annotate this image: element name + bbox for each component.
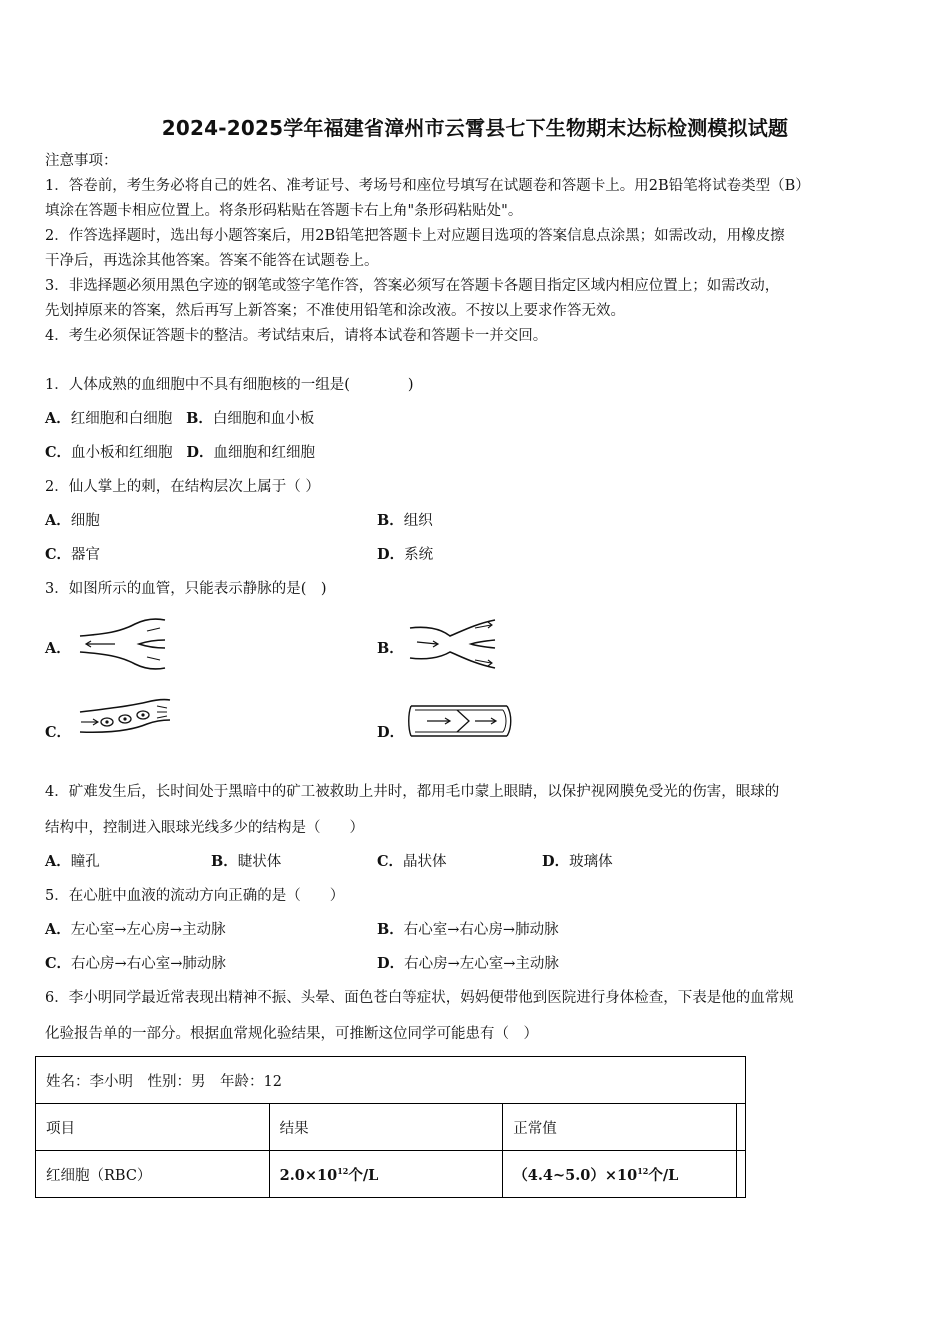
- option-text: 红细胞和白细胞: [70, 411, 173, 427]
- rbc-normal-exponent: 12: [637, 1165, 649, 1176]
- diverging-vessel-figure: [75, 614, 170, 672]
- rbc-result-unit: 个/L: [348, 1166, 379, 1184]
- notice-line: 1．答卷前，考生务必将自己的姓名、准考证号、考场号和座位号填写在试题卷和答题卡上。用2B铅笔将试卷类型（B）: [45, 178, 810, 194]
- notice-line: 先划掉原来的答案，然后再写上新答案；不准使用铅笔和涂改液。不按以上要求作答无效。: [45, 303, 625, 319]
- page-title: 2024-2025学年福建省漳州市云霄县七下生物期末达标检测模拟试题: [161, 116, 789, 140]
- table-header-normal: 正常值: [503, 1104, 737, 1151]
- option-text: 右心室→右心房→肺动脉: [403, 922, 559, 938]
- capillary-with-cells-figure: [75, 696, 175, 742]
- blood-test-report-table: [35, 1056, 746, 1198]
- option-text: 右心房→左心室→主动脉: [404, 956, 559, 972]
- table-empty-cell: [736, 1104, 745, 1151]
- option-letter: A．: [45, 410, 71, 427]
- option-text: 瞳孔: [70, 854, 100, 870]
- table-header-item: 项目: [36, 1104, 270, 1151]
- question-4-option-d: [542, 853, 613, 871]
- question-5-stem: 5．在心脏中血液的流动方向正确的是（ ）: [45, 888, 345, 904]
- question-2-option-c: [45, 546, 100, 564]
- question-3-option-d-label: [377, 724, 404, 742]
- question-2-option-b: [377, 512, 433, 530]
- option-letter: D．: [377, 955, 405, 972]
- option-text: 组织: [403, 513, 433, 529]
- option-text: 玻璃体: [569, 854, 613, 870]
- option-text: 血小板和红细胞: [71, 445, 173, 461]
- rbc-result-cell: [269, 1151, 503, 1198]
- rbc-result-base: 2.0×10: [279, 1166, 338, 1184]
- question-4-option-b: [211, 853, 281, 871]
- option-letter: A．: [45, 921, 71, 938]
- option-letter: B．: [377, 640, 404, 657]
- question-5-option-a: [45, 921, 226, 939]
- option-letter: B．: [186, 410, 213, 427]
- notice-line: 干净后，再选涂其他答案。答案不能答在试题卷上。: [45, 253, 379, 269]
- notice-heading: 注意事项：: [45, 153, 118, 169]
- option-letter: C．: [45, 955, 72, 972]
- notice-line: 4．考生必须保证答题卡的整洁。考试结束后，请将本试卷和答题卡一并交回。: [45, 328, 548, 344]
- question-6-stem: 6．李小明同学最近常表现出精神不振、头晕、面色苍白等症状，妈妈便带他到医院进行身体检查，下表是他的血常规: [45, 990, 794, 1006]
- question-5-option-d: [377, 955, 559, 973]
- option-letter: B．: [211, 853, 238, 870]
- option-text: 系统: [404, 547, 434, 563]
- vein-with-valve-figure: [407, 702, 515, 740]
- option-letter: C．: [377, 853, 404, 870]
- question-4-option-c: [377, 853, 447, 871]
- rbc-item-cell: 红细胞（RBC）: [36, 1151, 270, 1198]
- option-text: 器官: [71, 547, 101, 563]
- option-letter: B．: [377, 512, 404, 529]
- table-empty-cell: [736, 1151, 745, 1198]
- question-1-options-row-1: [45, 410, 314, 428]
- question-4-stem: 4．矿难发生后，长时间处于黑暗中的矿工被救助上井时，都用毛巾蒙上眼睛，以保护视网膜免受光的伤害，眼球的: [45, 784, 780, 800]
- option-letter: A．: [45, 853, 71, 870]
- table-row: [36, 1151, 746, 1198]
- question-5-option-b: [377, 921, 559, 939]
- question-1-stem: 1．人体成熟的血细胞中不具有细胞核的一组是( ): [45, 377, 414, 393]
- option-letter: A．: [45, 640, 71, 657]
- question-3-option-c-label: [45, 724, 71, 742]
- notice-line: 3．非选择题必须用黑色字迹的钢笔或签字笔作答，答案必须写在答题卡各题目指定区域内相应位置上；如需改动，: [45, 278, 780, 294]
- notice-line: 填涂在答题卡相应位置上。将条形码粘贴在答题卡右上角"条形码粘贴处"。: [45, 203, 523, 219]
- question-3-stem: 3．如图所示的血管，只能表示静脉的是( ): [45, 581, 327, 597]
- option-letter: B．: [377, 921, 404, 938]
- question-6-stem-continued: 化验报告单的一部分。根据血常规化验结果，可推断这位同学可能患有（ ）: [45, 1026, 538, 1042]
- option-letter: C．: [45, 724, 72, 741]
- question-4-stem-continued: 结构中，控制进入眼球光线多少的结构是（ ）: [45, 820, 364, 836]
- option-letter: D．: [377, 724, 405, 741]
- table-header-result: 结果: [269, 1104, 503, 1151]
- question-3-option-a-label: [45, 640, 71, 658]
- notice-line: 2．作答选择题时，选出每小题答案后，用2B铅笔把答题卡上对应题目选项的答案信息点涂黑；如需改动，用橡皮擦: [45, 228, 785, 244]
- question-2-option-d: [377, 546, 433, 564]
- converging-vessel-figure: [405, 614, 500, 672]
- option-letter: D．: [186, 444, 214, 461]
- rbc-normal-unit: 个/L: [648, 1166, 679, 1184]
- option-letter: D．: [377, 546, 405, 563]
- option-letter: D．: [542, 853, 570, 870]
- option-text: 晶状体: [403, 854, 447, 870]
- option-letter: A．: [45, 512, 71, 529]
- rbc-normal-cell: [503, 1151, 737, 1198]
- table-row: [36, 1057, 746, 1104]
- question-4-option-a: [45, 853, 100, 871]
- question-3-option-b-label: [377, 640, 404, 658]
- question-1-options-row-2: [45, 444, 315, 462]
- patient-info-cell: 姓名：李小明 性别：男 年龄：12: [36, 1057, 746, 1104]
- rbc-result-exponent: 12: [337, 1165, 349, 1176]
- option-letter: C．: [45, 444, 72, 461]
- question-5-option-c: [45, 955, 226, 973]
- table-row: [36, 1104, 746, 1151]
- option-text: 左心室→左心房→主动脉: [70, 922, 226, 938]
- option-text: 白细胞和血小板: [212, 411, 315, 427]
- option-letter: C．: [45, 546, 72, 563]
- question-2-stem: 2．仙人掌上的刺，在结构层次上属于（ ）: [45, 479, 320, 495]
- rbc-normal-base: （4.4~5.0）×10: [513, 1166, 638, 1184]
- option-text: 血细胞和红细胞: [213, 445, 315, 461]
- option-text: 右心房→右心室→肺动脉: [71, 956, 226, 972]
- option-text: 睫状体: [237, 854, 282, 870]
- option-text: 细胞: [70, 513, 100, 529]
- question-2-option-a: [45, 512, 100, 530]
